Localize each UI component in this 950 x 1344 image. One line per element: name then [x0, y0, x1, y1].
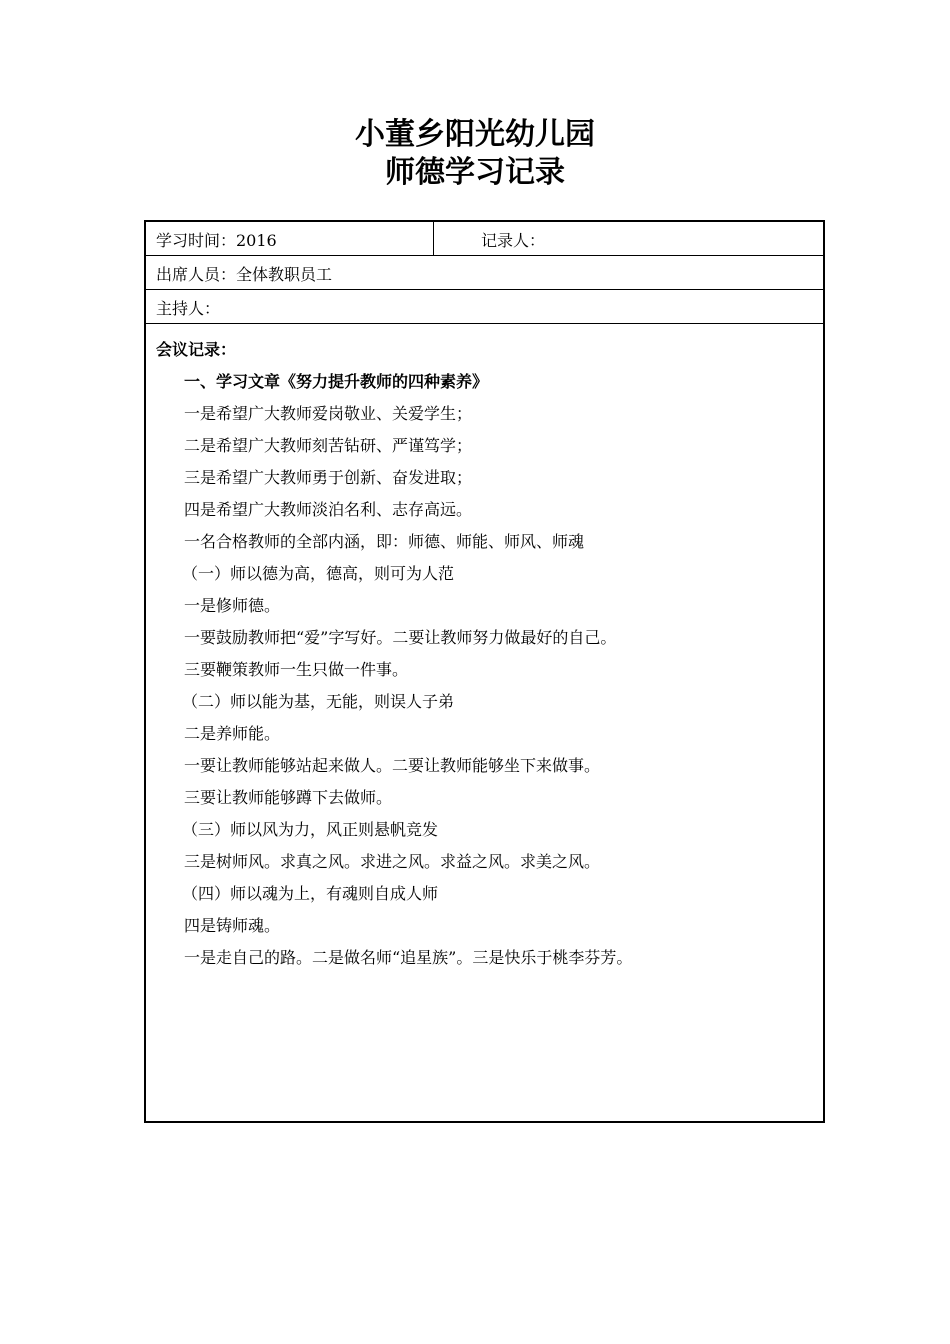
minutes-line: 一名合格教师的全部内涵，即：师德、师能、师风、师魂 [184, 532, 585, 551]
minutes-line: 二是希望广大教师刻苦钻研、严谨笃学； [184, 436, 473, 455]
minutes-line: 一要鼓励教师把“爱”字写好。二要让教师努力做最好的自己。 [184, 628, 617, 647]
cell-divider [433, 222, 434, 256]
host-field: 主持人： [156, 299, 221, 318]
recorder-field: 记录人： [481, 231, 546, 250]
minutes-line: 一是希望广大教师爱岗敬业、关爱学生； [184, 404, 473, 423]
minutes-line: （一）师以德为高，德高，则可为人范 [182, 564, 455, 583]
minutes-line: （三）师以风为力，风正则悬帆竞发 [182, 820, 439, 839]
page-subtitle: 师德学习记录 [385, 155, 565, 190]
minutes-line: 三要鞭策教师一生只做一件事。 [184, 660, 409, 679]
record-form [144, 220, 825, 1123]
minutes-line: （二）师以能为基，无能，则误人子弟 [182, 692, 455, 711]
attendees-field: 出席人员：全体教职员工 [156, 265, 333, 284]
minutes-line: 一是修师德。 [184, 596, 281, 615]
minutes-line: 四是铸师魂。 [184, 916, 281, 935]
form-row-time [146, 222, 823, 256]
minutes-line: 三是希望广大教师勇于创新、奋发进取； [184, 468, 473, 487]
minutes-line: （四）师以魂为上，有魂则自成人师 [182, 884, 439, 903]
minutes-line: 一、学习文章《努力提升教师的四种素养》 [184, 372, 489, 391]
form-row-attendees [146, 256, 823, 290]
minutes-line: 三要让教师能够蹲下去做师。 [184, 788, 393, 807]
minutes-line: 二是养师能。 [184, 724, 281, 743]
minutes-line: 三是树师风。求真之风。求进之风。求益之风。求美之风。 [184, 852, 601, 871]
minutes-label: 会议记录： [156, 340, 237, 359]
page-title: 小董乡阳光幼儿园 [355, 117, 595, 152]
minutes-line: 一要让教师能够站起来做人。二要让教师能够坐下来做事。 [184, 756, 601, 775]
study-time-field: 学习时间：2016 [156, 231, 277, 250]
form-row-host [146, 290, 823, 324]
minutes-line: 一是走自己的路。二是做名师“追星族”。三是快乐于桃李芬芳。 [184, 948, 633, 967]
minutes-line: 四是希望广大教师淡泊名利、志存高远。 [184, 500, 473, 519]
